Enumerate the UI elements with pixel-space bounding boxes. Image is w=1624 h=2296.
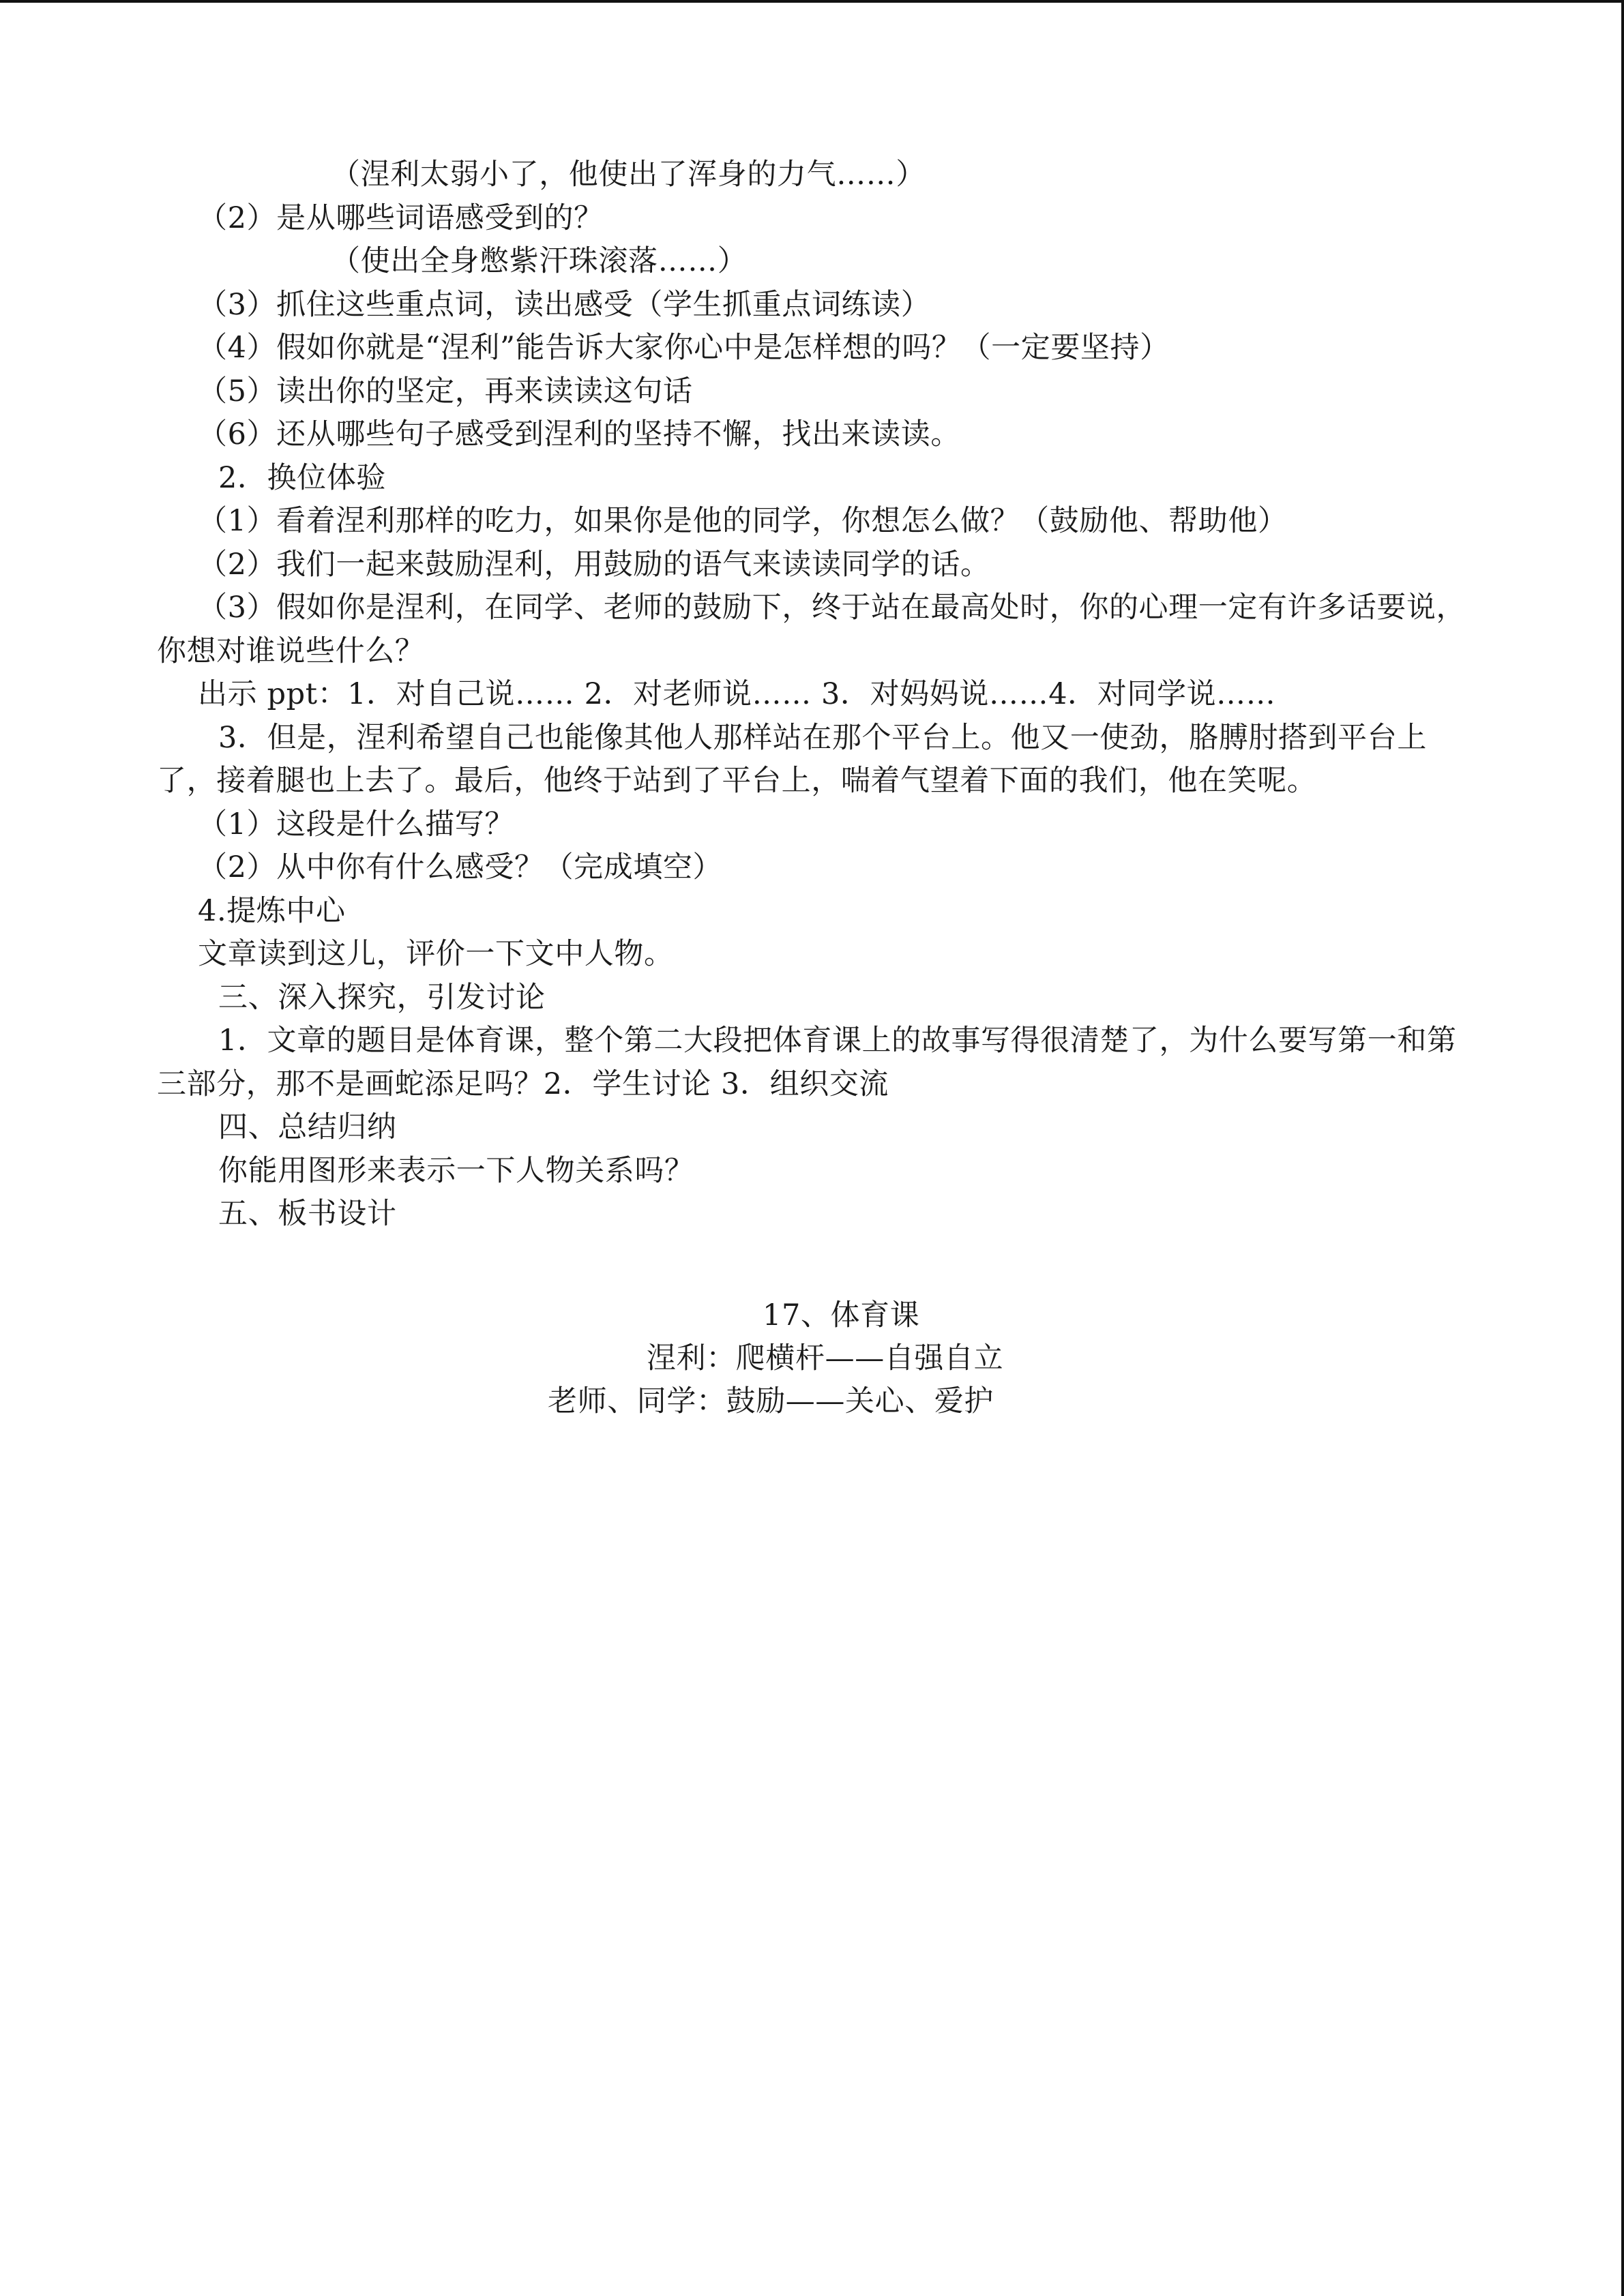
paragraph-line: 你能用图形来表示一下人物关系吗？ xyxy=(218,1153,694,1188)
paragraph-line: （1）看着涅利那样的吃力，如果你是他的同学，你想怎么做？（鼓励他、帮助他） xyxy=(198,504,1288,538)
board-line-2: 老师、同学：鼓励——关心、爱护 xyxy=(548,1384,994,1418)
section-heading: 2．换位体验 xyxy=(218,460,386,495)
paragraph-wrapped: 1．文章的题目是体育课，整个第二大段把体育课上的故事写得很清楚了，为什么要写第一和第三部分，那不是画蛇添足吗？2．学生讨论 3．组织交流 xyxy=(157,1024,1457,1101)
paragraph-line: （5）读出你的坚定，再来读读这句话 xyxy=(198,374,693,408)
page-right-border xyxy=(1621,0,1624,2296)
document-body xyxy=(157,153,1473,1236)
paragraph-wrapped: 3．但是，涅利希望自己也能像其他人那样站在那个平台上。他又一使劲，胳膊肘搭到平台上了，接着腿也上去了。最后，他终于站到了平台上，喘着气望着下面的我们，他在笑呢。 xyxy=(157,720,1427,798)
paragraph-line: （2）从中你有什么感受？（完成填空） xyxy=(198,850,723,884)
paragraph-wrapped: （3）假如你是涅利，在同学、老师的鼓励下，终于站在最高处时，你的心理一定有许多话要说，你想对谁说些什么？ xyxy=(157,591,1466,668)
paragraph-line: （6）还从哪些句子感受到涅利的坚持不懈，找出来读读。 xyxy=(198,417,960,451)
section-heading: 三、深入探究，引发讨论 xyxy=(218,980,546,1015)
paragraph-line: （2）是从哪些词语感受到的？ xyxy=(198,200,604,235)
section-heading: 四、总结归纳 xyxy=(218,1110,397,1144)
board-line-1: 涅利：爬横杆——自强自立 xyxy=(647,1341,1004,1375)
page-top-border xyxy=(0,0,1624,3)
paragraph-line: （使出全身憋紫汗珠滚落……） xyxy=(331,244,748,278)
paragraph-line: （1）这段是什么描写？ xyxy=(198,807,514,841)
paragraph-line: （4）假如你就是“涅利”能告诉大家你心中是怎样想的吗？（一定要坚持） xyxy=(198,331,1170,365)
paragraph-line: （涅利太弱小了，他使出了浑身的力气……） xyxy=(331,158,926,192)
section-heading: 4.提炼中心 xyxy=(198,893,346,928)
paragraph-line: （2）我们一起来鼓励涅利，用鼓励的语气来读读同学的话。 xyxy=(198,547,990,582)
section-heading: 五、板书设计 xyxy=(218,1197,397,1231)
paragraph-line: 文章读到这儿，评价一下文中人物。 xyxy=(198,937,674,971)
board-title: 17、体育课 xyxy=(763,1298,920,1332)
paragraph-line: 出示 ppt：1．对自己说…… 2．对老师说…… 3．对妈妈说……4．对同学说…… xyxy=(198,677,1276,711)
paragraph-line: （3）抓住这些重点词，读出感受（学生抓重点词练读） xyxy=(198,287,931,322)
